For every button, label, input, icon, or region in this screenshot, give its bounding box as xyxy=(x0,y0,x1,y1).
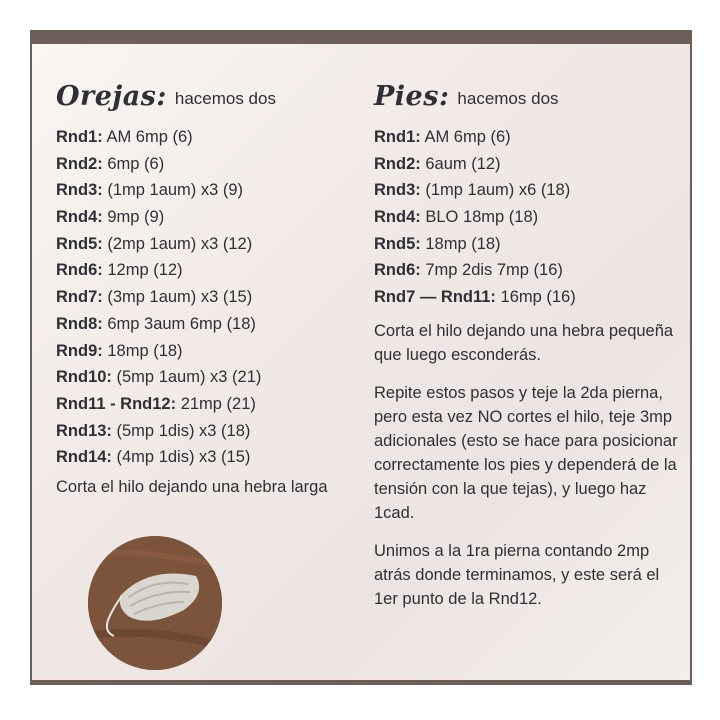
crochet-ear-photo xyxy=(88,536,222,670)
ears-round-instruction: 6mp 3aum 6mp (18) xyxy=(107,314,256,333)
ears-round-instruction: 9mp (9) xyxy=(107,208,165,227)
ears-round-label: Rnd4: xyxy=(56,208,103,227)
feet-cut-note: Corta el hilo dejando una hebra pequeña que luego esconderás. xyxy=(374,321,674,364)
ears-round-label: Rnd13: xyxy=(56,421,112,440)
ears-round-instruction: 18mp (18) xyxy=(107,341,183,360)
feet-column xyxy=(374,70,684,611)
feet-round-row xyxy=(374,124,684,151)
ears-round-row xyxy=(56,257,356,284)
feet-round-label: Rnd6: xyxy=(374,261,421,280)
ears-round-row xyxy=(56,311,356,338)
feet-round-row xyxy=(374,151,684,178)
ears-round-row xyxy=(56,177,356,204)
feet-subtitle: hacemos dos xyxy=(457,89,559,108)
feet-repeat-note: Repite estos pasos y teje la 2da pierna, pero esta vez NO cortes el hilo, teje 3mp adicionales (esto se hace para posicionar correctamente los pies y dependerá de la tensión con la que tejas), y luego haz 1cad. xyxy=(374,383,678,522)
ears-round-label: Rnd10: xyxy=(56,368,112,387)
ears-round-instruction: (1mp 1aum) x3 (9) xyxy=(107,181,244,200)
ears-round-row xyxy=(56,124,356,151)
feet-title: Pies: xyxy=(374,81,450,112)
ears-finish-note: Corta el hilo dejando una hebra larga xyxy=(56,477,328,496)
ears-round-instruction: (5mp 1aum) x3 (21) xyxy=(116,368,262,387)
ears-round-label: Rnd8: xyxy=(56,314,103,333)
feet-header xyxy=(374,70,684,112)
ears-round-instruction: (5mp 1dis) x3 (18) xyxy=(116,421,251,440)
ears-round-label: Rnd14: xyxy=(56,448,112,467)
feet-round-row xyxy=(374,204,684,231)
feet-round-instruction: 7mp 2dis 7mp (16) xyxy=(425,261,563,280)
ears-title: Orejas: xyxy=(56,81,167,112)
feet-round-instruction: (1mp 1aum) x6 (18) xyxy=(425,181,571,200)
feet-round-row xyxy=(374,231,684,258)
ears-round-label: Rnd9: xyxy=(56,341,103,360)
ears-round-instruction: (4mp 1dis) x3 (15) xyxy=(116,448,251,467)
feet-round-label: Rnd5: xyxy=(374,234,421,253)
ears-round-label: Rnd7: xyxy=(56,288,103,307)
ears-round-label: Rnd5: xyxy=(56,234,103,253)
ears-round-instruction: 6mp (6) xyxy=(107,154,165,173)
ears-round-row xyxy=(56,391,356,418)
feet-round-row xyxy=(374,284,684,311)
ears-round-row xyxy=(56,444,356,471)
feet-round-row xyxy=(374,177,684,204)
feet-round-label: Rnd2: xyxy=(374,154,421,173)
ears-round-label: Rnd2: xyxy=(56,154,103,173)
ears-round-row xyxy=(56,231,356,258)
ears-round-label: Rnd1: xyxy=(56,128,103,146)
feet-rounds-list xyxy=(374,124,684,311)
ears-round-instruction: (3mp 1aum) x3 (15) xyxy=(107,288,253,307)
ears-round-instruction: 21mp (21) xyxy=(180,394,256,413)
ears-round-row xyxy=(56,151,356,178)
ears-column xyxy=(56,70,356,499)
ears-round-row xyxy=(56,418,356,445)
ears-round-instruction: AM 6mp (6) xyxy=(106,128,193,146)
ears-round-label: Rnd3: xyxy=(56,181,103,200)
feet-round-instruction: BLO 18mp (18) xyxy=(425,208,539,227)
feet-round-instruction: 18mp (18) xyxy=(425,234,501,253)
feet-join-note: Unimos a la 1ra pierna contando 2mp atrás donde terminamos, y este será el 1er punto de la Rnd12. xyxy=(374,541,660,608)
ears-round-instruction: (2mp 1aum) x3 (12) xyxy=(107,234,253,253)
feet-round-label: Rnd7 — Rnd11: xyxy=(374,288,496,307)
ears-round-instruction: 12mp (12) xyxy=(107,261,183,280)
feet-round-label: Rnd3: xyxy=(374,181,421,200)
ears-round-label: Rnd6: xyxy=(56,261,103,280)
crochet-ear-image xyxy=(88,536,222,670)
ears-round-row xyxy=(56,338,356,365)
feet-round-label: Rnd4: xyxy=(374,208,421,227)
ears-round-label: Rnd11 - Rnd12: xyxy=(56,394,177,413)
ears-header xyxy=(56,70,356,112)
ears-round-row xyxy=(56,204,356,231)
ears-round-row xyxy=(56,364,356,391)
feet-round-instruction: AM 6mp (6) xyxy=(424,128,511,146)
ears-round-row xyxy=(56,284,356,311)
feet-round-label: Rnd1: xyxy=(374,128,421,146)
feet-round-instruction: 16mp (16) xyxy=(500,288,576,307)
ears-rounds-list xyxy=(56,124,356,471)
ears-subtitle: hacemos dos xyxy=(174,89,276,108)
feet-round-row xyxy=(374,257,684,284)
feet-round-instruction: 6aum (12) xyxy=(425,154,501,173)
